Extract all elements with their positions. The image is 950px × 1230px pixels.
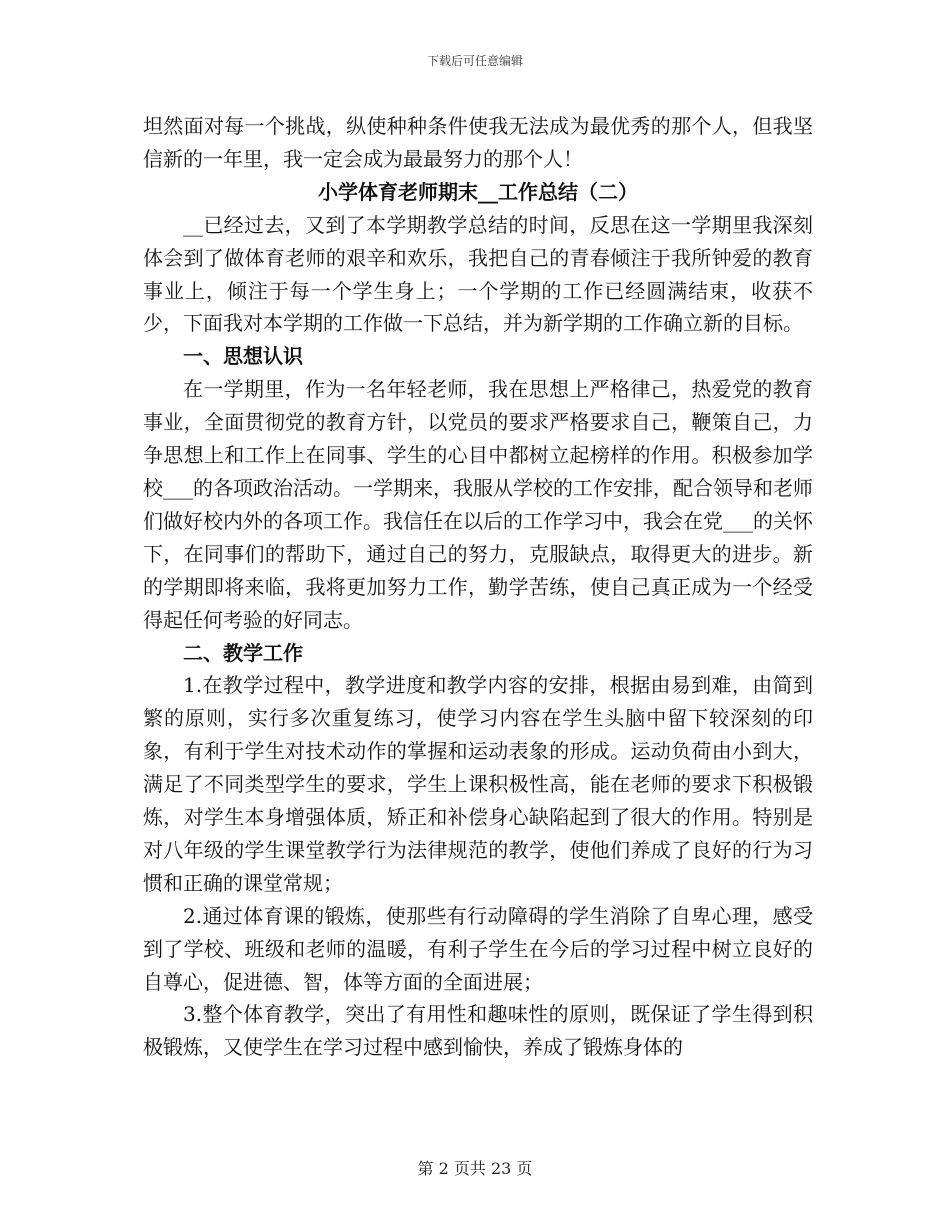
page-header: 下载后可任意编辑 bbox=[426, 54, 523, 68]
document-body bbox=[143, 110, 813, 1064]
document-title: 小学体育老师期末__工作总结（二） bbox=[318, 179, 638, 204]
section-heading-teaching: 二、教学工作 bbox=[183, 640, 303, 665]
section-paragraph-thought: 在一学期里，作为一名年轻老师，我在思想上严格律己，热爱党的教育事业，全面贯彻党的教育方针，以党员的要求严格要求自己，鞭策自己，力争思想上和工作上在同事、学生的心目中都树立起榜样的作用。积极参加学校___的各项政治活动。一学期来，我服从学校的工作安排，配合领导和老师们做好校内外的各项工作。我信任在以后的工作学习中，我会在党___的关怀下，在同事们的帮助下，通过自己的努力，克服缺点，取得更大的进步。新的学期即将来临，我将更加努力工作，勤学苦练，使自己真正成为一个经受得起任何考验的好同志。 bbox=[143, 377, 813, 632]
teaching-item-2: 2.通过体育课的锻炼，使那些有行动障碍的学生消除了自卑心理，感受到了学校、班级和老师的温暖，有利子学生在今后的学习过程中树立良好的自尊心，促进德、智，体等方面的全面进展； bbox=[143, 903, 813, 994]
page-number: 第 2 页共 23 页 bbox=[417, 1159, 533, 1178]
teaching-item-1: 1.在教学过程中，教学进度和教学内容的安排，根据由易到难，由简到繁的原则，实行多次重复练习，使学习内容在学生头脑中留下较深刻的印象，有利于学生对技术动作的掌握和运动表象的形成。运动负荷由小到大，满足了不同类型学生的要求，学生上课积极性高，能在老师的要求下积极锻炼，对学生本身增强体质，矫正和补偿身心缺陷起到了很大的作用。特别是对八年级的学生课堂教学行为法律规范的教学，使他们养成了良好的行为习惯和正确的课堂常规； bbox=[143, 673, 813, 895]
section-heading-thought: 一、思想认识 bbox=[183, 344, 303, 369]
intro-paragraph: 坦然面对每一个挑战，纵使种种条件使我无法成为最优秀的那个人，但我坚信新的一年里，我一定会成为最最努力的那个人！ bbox=[143, 114, 813, 171]
opening-paragraph: __已经过去，又到了本学期教学总结的时间，反思在这一学期里我深刻体会到了做体育老师的艰辛和欢乐，我把自己的青春倾注于我所钟爱的教育事业上，倾注于每一个学生身上；一个学期的工作已经圆满结束，收获不少，下面我对本学期的工作做一下总结，并为新学期的工作确立新的目标。 bbox=[143, 212, 813, 336]
teaching-item-3: 3.整个体育教学，突出了有用性和趣味性的原则，既保证了学生得到积极锻炼，又使学生在学习过程中感到愉快，养成了锻炼身体的 bbox=[143, 1002, 813, 1060]
